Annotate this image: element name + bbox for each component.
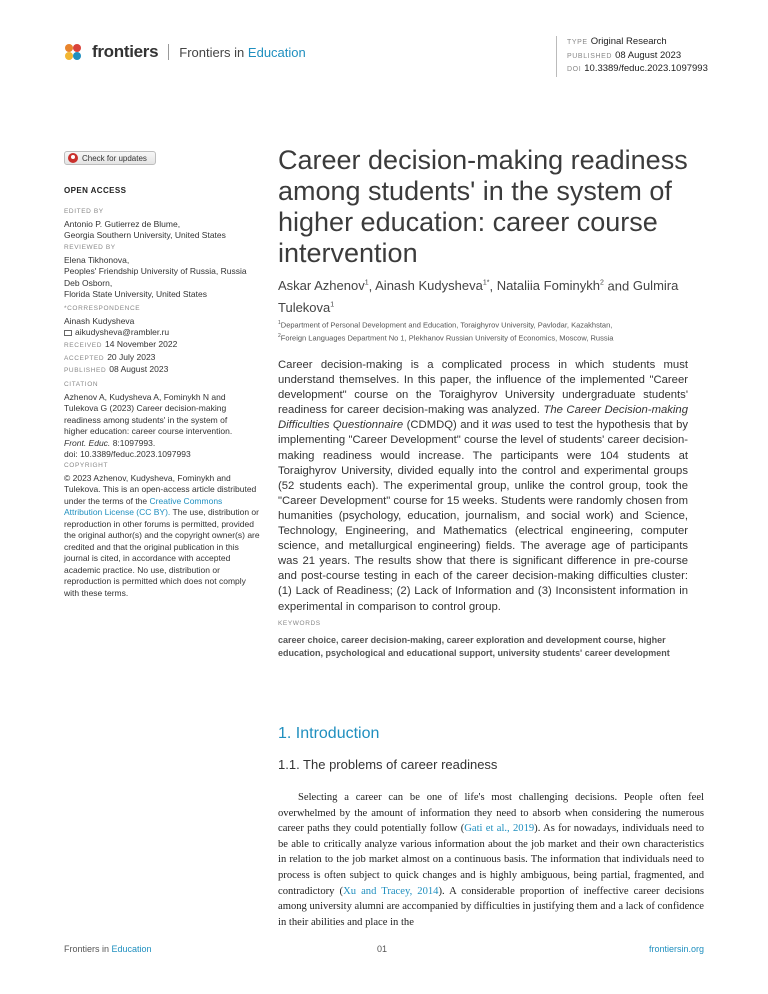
brand-name: frontiers xyxy=(92,42,159,61)
abstract: Career decision-making is a complicated process in which students must understand themselves. In this paper, the influence of the implemented "Career development" course on the Toraighyrov University undergraduate students' readiness for career decision-making was analyzed. The Career Decision-making Difficulties Questionnaire (CDMDQ) and it was used to test the hypothesis that by implementing "Career Development" course the level of students' career decision-making readiness would increase. The participants were 104 students at Toraighyrov University, divided equally into the control and experimental groups (52 students each). The experimental group, unlike the control group, took the "Career Development" course for 15 weeks. Students were randomly chosen from humanities (psychology, education, journalism, and social work) and Science, Technology, Engineering, and Mathematics (electrical engineering, computer science, and metallurgical engineering) fields. The average age of participants was 21 years. The results show that there is significant difference in pre-course and post-course testing in each of the career decision-making difficulties cluster: (1) Lack of Readiness; (2) Lack of Information and (3) Inconsistent information in experimental in comparison to control group. xyxy=(278,359,689,613)
article-type: Original Research xyxy=(590,36,667,47)
journal-name: Frontiers in Education xyxy=(179,44,306,60)
keywords-label: KEYWORDS xyxy=(278,620,321,627)
footer-site-link[interactable]: frontiersin.org xyxy=(648,944,704,954)
citation: CITATION Azhenov A, Kudysheva A, Fominykh N and Tulekova G (2023) Career decision-making readiness among students' in the system of higher education: career course intervention. Front. Educ. 8:1097993. doi: 10.3389/feduc.2023.1097993 xyxy=(64,381,233,459)
open-access-label: OPEN ACCESS xyxy=(64,186,127,195)
body-paragraph: Selecting a career can be one of life's most challenging decisions. People often feel overwhelmed by the amount of information they need to absorb when considering the numerous career paths they could potentially follow (Gati et al., 2019). As for nowadays, individuals need to be able to critically analyze various information about the job market and their own characteristics in relation to the job market almost on a continuous basis. The information that individuals need to process is often subject to quick changes and is highly ambiguous, being partial, fragmented, and contradictory (Xu and Tracey, 2014). A considerable proportion of ineffective career decisions among university alumni are accompanied by difficulties in justifying them and a lack of confidence in their abilities and place in the xyxy=(278,792,704,928)
article-title: Career decision-making readiness among students' in the system of higher education: career course intervention xyxy=(278,145,688,268)
page-number: 01 xyxy=(377,944,388,954)
keywords: career choice, career decision-making, career exploration and development course, higher education, psychological and educational support, university students' career development xyxy=(278,635,670,658)
mail-icon xyxy=(64,330,72,336)
logo-divider xyxy=(168,44,169,60)
frontiers-logo[interactable] xyxy=(64,42,306,62)
author[interactable]: Askar Azhenov$^1$ xyxy=(278,278,369,294)
article-dates: RECEIVED 14 November 2022 ACCEPTED 20 July 2023 PUBLISHED 08 August 2023 xyxy=(64,339,178,374)
cc-license-link[interactable]: Creative Commons Attribution License (CC BY). xyxy=(64,495,223,517)
doi: 10.3389/feduc.2023.1097993 xyxy=(584,63,708,74)
edited-by: EDITED BY Antonio P. Gutierrez de Blume, Georgia Southern University, United States xyxy=(64,208,226,240)
frontiers-mark-icon xyxy=(64,43,82,61)
author[interactable]: Nataliia Fominykh$^2$ xyxy=(496,278,604,294)
published-date: 08 August 2023 xyxy=(615,49,682,61)
citation-link[interactable]: Xu and Tracey, 2014 xyxy=(343,885,439,897)
correspondence-email[interactable]: aikudysheva@rambler.ru xyxy=(64,327,264,339)
correspondence: *CORRESPONDENCE Ainash Kudysheva aikudysheva@rambler.ru xyxy=(64,303,264,339)
copyright: COPYRIGHT © 2023 Azhenov, Kudysheva, Fominykh and Tulekova. This is an open-access article distributed under the terms of the Creative Commons Attribution License (CC BY). The use, distribution or reproduction in other forums is permitted, provided the original author(s) and the copyright owner(s) are credited and that the original publication in this journal is cited, in accordance with accepted academic practice. No use, distribution or reproduction is permitted which does not comply with these terms. xyxy=(64,462,260,598)
affiliations: $^1$Department of Personal Development and Education, Toraighyrov University, Pavlodar, Kazakhstan, $^2$Foreign Languages Department No 1, Plekhanov Russian University of Economics, Moscow, Russia xyxy=(278,320,614,342)
section-heading: 1. Introduction xyxy=(278,725,380,742)
check-updates-button[interactable]: Check for updates xyxy=(64,151,156,165)
check-updates-icon xyxy=(68,153,78,163)
citation-link[interactable]: Gati et al., 2019 xyxy=(464,823,535,835)
author[interactable]: Gulmira Tulekova$^1$ xyxy=(278,278,679,315)
footer-journal: Frontiers in Education xyxy=(64,944,152,954)
article-meta: TYPE Original Research PUBLISHED 08 August 2023 DOI 10.3389/feduc.2023.1097993 xyxy=(556,36,708,77)
reviewed-by: REVIEWED BY Elena Tikhonova, Peoples' Friendship University of Russia, Russia Deb Osborn, Florida State University, United States xyxy=(64,244,247,299)
author-list: Askar Azhenov$^1$, Ainash Kudysheva$^{1*}$, Nataliia Fominykh$^2$ and Gulmira Tulekova$^1$ xyxy=(278,278,679,315)
author[interactable]: Ainash Kudysheva$^{1*}$ xyxy=(375,278,490,294)
subsection-heading: 1.1. The problems of career readiness xyxy=(278,757,498,772)
